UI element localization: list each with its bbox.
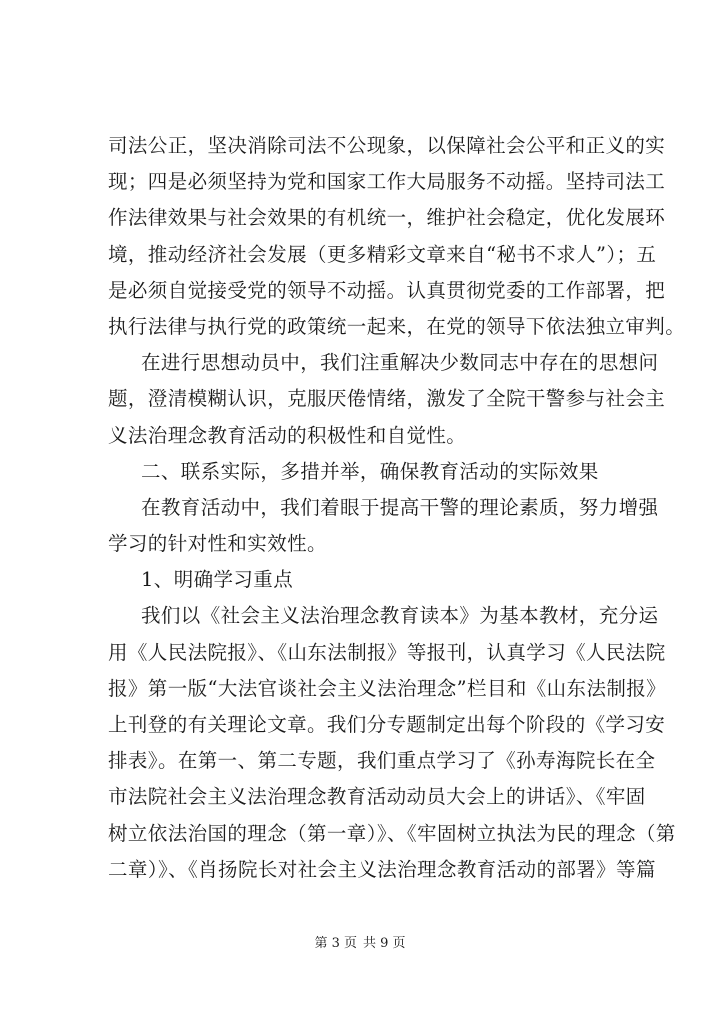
body-text: [108, 128, 686, 888]
text-line: 义法治理念教育活动的积极性和自觉性。: [108, 423, 467, 447]
text-line: 树立依法治国的理念（第一章）》、《牢固树立执法为民的理念（第: [108, 821, 676, 845]
page-number: 第 3 页: [314, 936, 357, 951]
text-line: 境，推动经济社会发展（更多精彩文章来自“秘书不求人”）；五: [108, 242, 657, 266]
text-line: 学习的针对性和实效性。: [108, 532, 327, 556]
text-line: 上刊登的有关理论文章。我们分专题制定出每个阶段的《学习安: [108, 713, 666, 736]
paragraph-start-line: 在教育活动中，我们着眼于提高干警的理论素质，努力增强: [141, 495, 659, 519]
text-line: 执行法律与执行党的政策统一起来，在党的领导下依法独立审判。: [108, 314, 686, 338]
page-total: 共 9 页: [363, 936, 406, 951]
paragraph-start-line: 我们以《社会主义法治理念教育读本》为基本教材，充分运: [141, 604, 659, 628]
text-line: 现；四是必须坚持为党和国家工作大局服务不动摇。坚持司法工: [108, 170, 666, 194]
section-heading: 二、联系实际，多措并举，确保教育活动的实际效果: [141, 459, 599, 483]
subsection-heading: 1、明确学习重点: [141, 568, 294, 592]
text-line: 作法律效果与社会效果的有机统一，维护社会稳定，优化发展环: [108, 206, 666, 230]
text-line: 用《人民法院报》、《山东法制报》等报刊，认真学习《人民法院: [108, 640, 666, 664]
text-line: 市法院社会主义法治理念教育活动动员大会上的讲话》、《牢固: [108, 785, 646, 809]
text-line: 是必须自觉接受党的领导不动摇。认真贯彻党委的工作部署，把: [108, 278, 666, 302]
text-line: 排表》。在第一、第二专题，我们重点学习了《孙寿海院长在全: [108, 749, 656, 773]
text-line: 二章）》、《肖扬院长对社会主义法治理念教育活动的部署》等篇: [108, 857, 656, 881]
text-line: 题，澄清模糊认识，克服厌倦情绪，激发了全院干警参与社会主: [108, 387, 666, 411]
text-line: 报》第一版“大法官谈社会主义法治理念”栏目和《山东法制报》: [108, 676, 667, 700]
text-line: 司法公正，坚决消除司法不公现象，以保障社会公平和正义的实: [108, 134, 666, 157]
page-footer: [0, 934, 720, 954]
paragraph-start-line: 在进行思想动员中，我们注重解决少数同志中存在的思想问: [141, 351, 659, 375]
